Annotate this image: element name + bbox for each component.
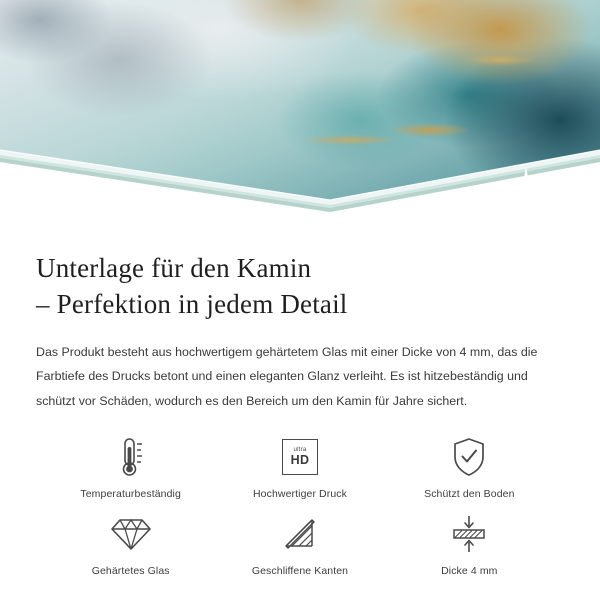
shield-check-icon <box>449 435 489 479</box>
feature-grid <box>36 435 564 577</box>
feature-thickness <box>385 512 554 577</box>
hero-image <box>0 0 600 215</box>
feature-label: Gehärtetes Glas <box>91 564 170 577</box>
feature-label: Schützt den Boden <box>424 487 515 500</box>
polished-edges-icon <box>280 512 320 556</box>
description-paragraph: Das Produkt besteht aus hochwertigem gehärtetem Glas mit einer Dicke von 4 mm, das die Farbtiefe des Drucks betont und einen eleganten Glanz verleiht. Es ist hitzebeständig und schützt vor Schäden, wodurch es den Bereich um den Kamin für Jahre sichert. <box>36 345 538 408</box>
title-line-1: Unterlage für den Kamin <box>36 253 312 283</box>
page-title <box>36 251 564 322</box>
feature-label: Hochwertiger Druck <box>252 487 347 500</box>
ultra-hd-big-text: HD <box>290 453 310 468</box>
thickness-icon <box>448 512 490 556</box>
feature-label: Dicke 4 mm <box>441 564 498 577</box>
title-line-2: – Perfektion in jedem Detail <box>36 288 348 319</box>
feature-label: Geschliffene Kanten <box>251 564 349 577</box>
ultra-hd-small-text: ultra <box>293 445 307 453</box>
feature-polished-edges <box>215 512 384 577</box>
feature-floor-protection <box>385 435 554 500</box>
ultra-hd-icon <box>282 435 318 479</box>
feature-temperature <box>46 435 215 500</box>
text-content <box>0 215 600 577</box>
feature-print-quality <box>215 435 384 500</box>
feature-label: Temperaturbeständig <box>80 487 181 500</box>
thermometer-icon <box>111 435 151 479</box>
marble-art-glass-panel <box>0 0 600 200</box>
sparkle-icon <box>504 164 548 208</box>
diamond-icon <box>110 512 152 556</box>
feature-tempered-glass <box>46 512 215 577</box>
